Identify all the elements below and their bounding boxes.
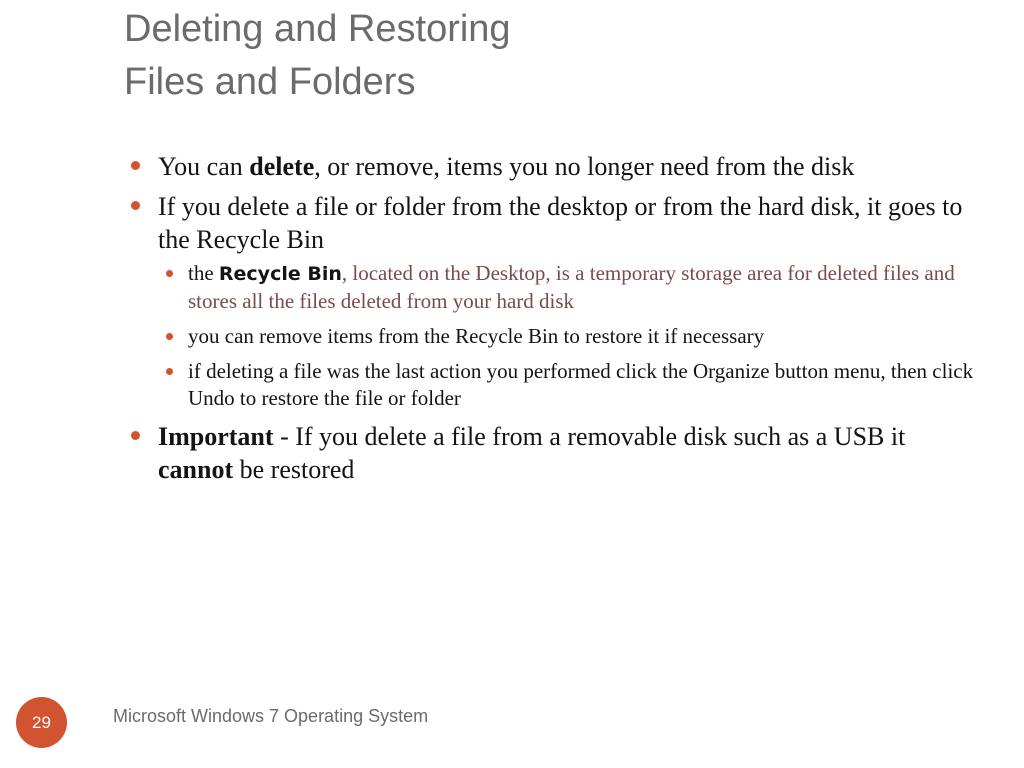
slide-title	[124, 3, 511, 109]
bold-delete: delete	[249, 152, 315, 181]
page-number-badge: 29	[16, 697, 67, 748]
sub-bullet-undo: if deleting a file was the last action you performed click the Organize button menu, then click Undo to restore the file or folder	[158, 358, 980, 412]
bold-recycle-bin: Recycle Bin	[218, 263, 342, 285]
slide-content	[130, 150, 980, 493]
bold-important: Important	[158, 422, 274, 451]
title-line-2: Files and Folders	[124, 61, 416, 103]
bullet-recycle-bin: If you delete a file or folder from the desktop or from the hard disk, it goes to the Recycle Bin the Recycle Bin, located on the Desktop, is a temporary storage area for deleted files and stores all the files deleted from your hard disk you can remove items from the Recycle Bin to restore it if necessary if deleting a file was the last action you performed click the Organize button menu, then click Undo to restore the file or folder	[130, 190, 980, 412]
bullet-list	[130, 150, 980, 486]
bullet-delete: You can delete, or remove, items you no longer need from the disk	[130, 150, 980, 183]
bullet-important: Important - If you delete a file from a removable disk such as a USB it cannot be restored	[130, 420, 980, 486]
bold-cannot: cannot	[158, 455, 234, 484]
footer-text: Microsoft Windows 7 Operating System	[113, 706, 429, 726]
sub-bullet-restore: you can remove items from the Recycle Bin to restore it if necessary	[158, 323, 980, 350]
sub-bullet-recycle-bin-definition: the Recycle Bin, located on the Desktop, is a temporary storage area for deleted files and stores all the files deleted from your hard disk	[158, 260, 980, 315]
sub-bullet-list	[158, 260, 980, 412]
title-line-1: Deleting and Restoring	[124, 8, 511, 50]
